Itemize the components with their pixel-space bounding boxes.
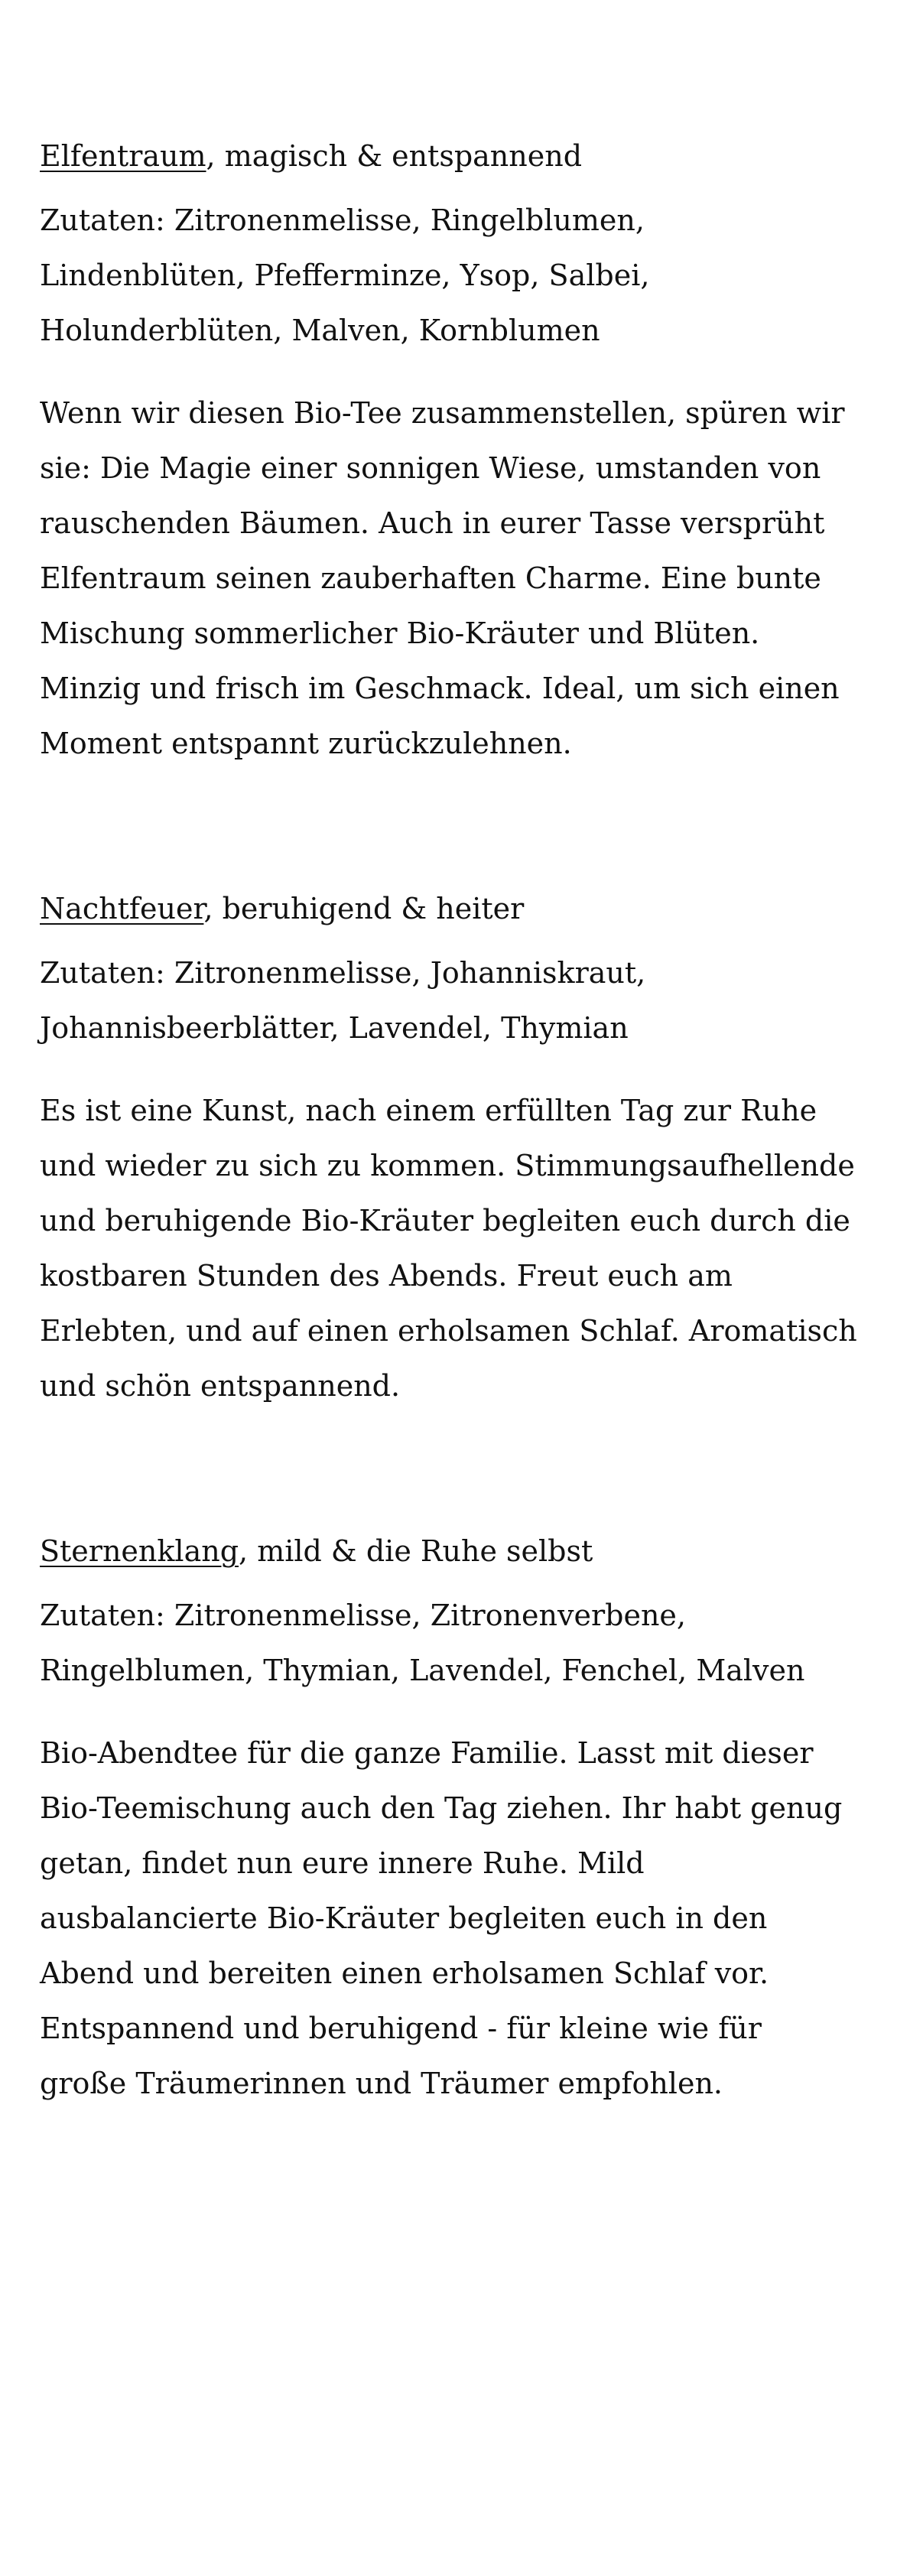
tea-ingredients: Zutaten: Zitronenmelisse, Johanniskraut, Johannisbeerblätter, Lavendel, Thymian (40, 956, 646, 1045)
tea-description: Wenn wir diesen Bio-Tee zusammenstellen, spüren wir sie: Die Magie einer sonnigen Wiese, umstanden von rauschenden Bäumen. Auch in eurer Tasse versprüht Elfentraum seinen zauberhaften Charme. Eine bunte Mischung sommerlicher Bio-Kräuter und Blüten. Minzig und frisch im Geschmack. Ideal, um sich einen Moment entspannt zurückzulehnen. (40, 396, 845, 760)
tea-section-nachtfeuer (40, 881, 857, 1413)
tea-tagline: , mild & die Ruhe selbst (239, 1534, 593, 1568)
tea-description: Bio-Abendtee für die ganze Familie. Lasst mit dieser Bio-Teemischung auch den Tag ziehen. Ihr habt genug getan, findet nun eure innere Ruhe. Mild ausbalancierte Bio-Kräuter begleiten euch in den Abend und bereiten einen erholsamen Schlaf vor. Entspannend und beruhigend - für kleine wie für große Träumerinnen und Träumer empfohlen. (40, 1736, 843, 2100)
tea-description: Es ist eine Kunst, nach einem erfüllten Tag zur Ruhe und wieder zu sich zu kommen. Stimmungsaufhellende und beruhigende Bio-Kräuter begleiten euch durch die kostbaren Stunden des Abends. Freut euch am Erlebten, und auf einen erholsamen Schlaf. Aromatisch und schön entspannend. (40, 1094, 857, 1403)
tea-name-link[interactable]: Elfentraum (40, 139, 206, 173)
tea-section-elfentraum (40, 128, 857, 771)
tea-header (40, 128, 857, 184)
tea-ingredients: Zutaten: Zitronenmelisse, Ringelblumen, Lindenblüten, Pfefferminze, Ysop, Salbei, Holunderblüten, Malven, Kornblumen (40, 203, 650, 347)
tea-name-link[interactable]: Nachtfeuer (40, 892, 204, 925)
tea-tagline: , magisch & entspannend (206, 139, 583, 173)
tea-name-link[interactable]: Sternenklang (40, 1534, 239, 1568)
tea-tagline: , beruhigend & heiter (203, 892, 525, 925)
tea-header (40, 881, 857, 936)
tea-ingredients: Zutaten: Zitronenmelisse, Zitronenverbene, Ringelblumen, Thymian, Lavendel, Fenchel, Malven (40, 1599, 805, 1687)
tea-section-sternenklang (40, 1524, 857, 2111)
tea-header (40, 1524, 857, 1579)
